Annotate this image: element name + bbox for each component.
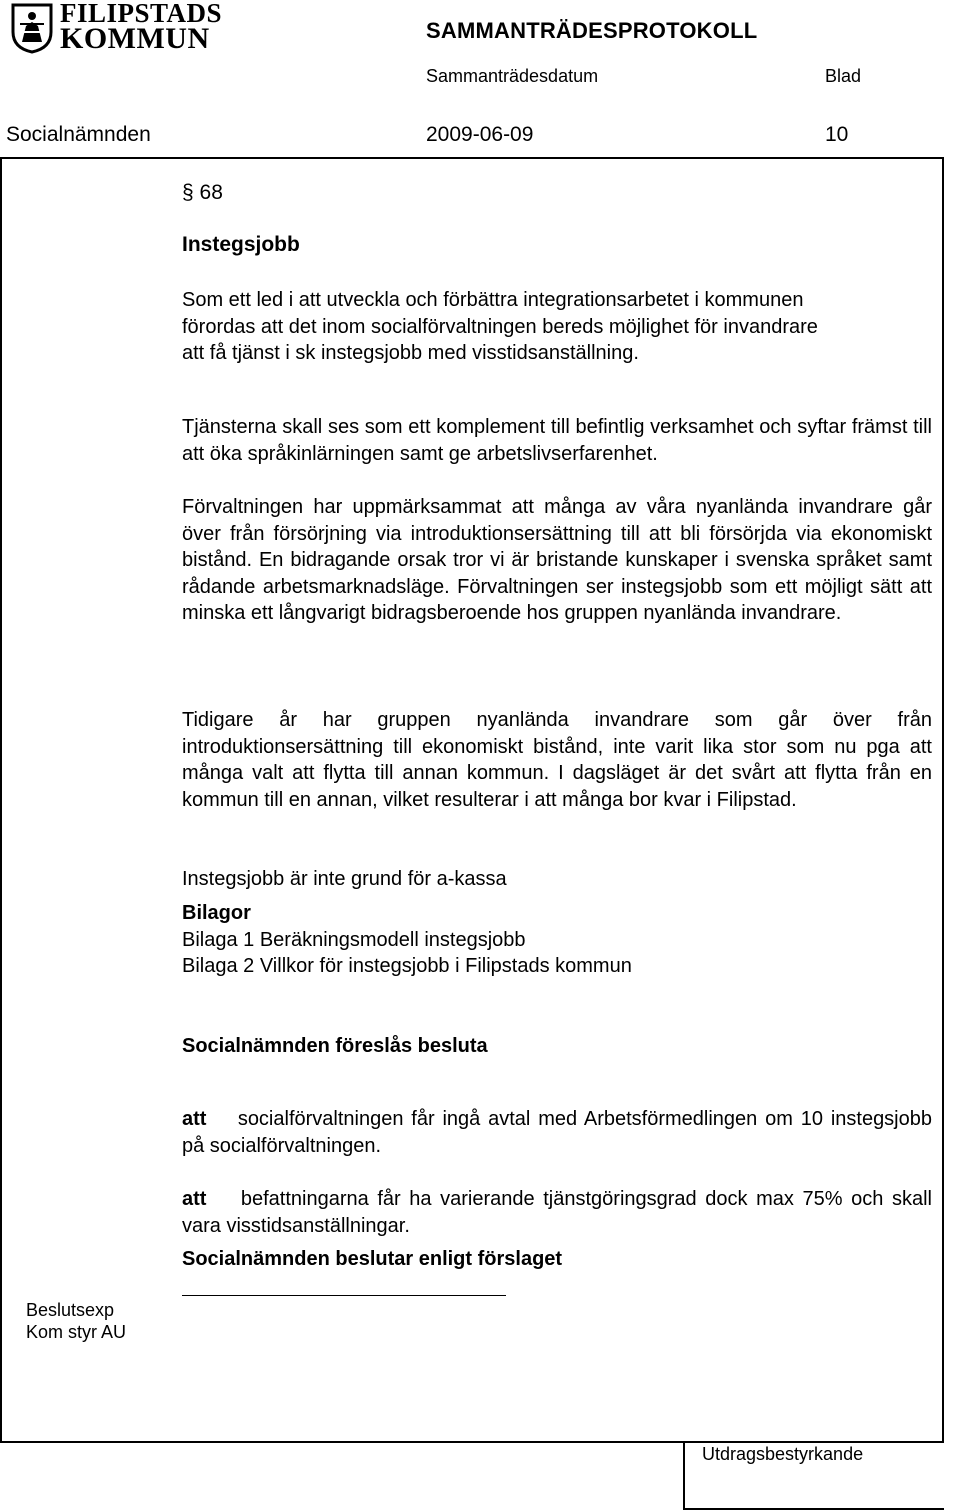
logo-line-1: FILIPSTADS [60, 0, 223, 28]
municipality-logo [8, 0, 223, 56]
paragraph-1 [182, 287, 932, 367]
distribution-note: Beslutsexp [26, 1300, 115, 1320]
attachment-item: Bilaga 2 Villkor för instegsjobb i Filipstads kommun [182, 955, 632, 977]
paragraph-1-line-1: Som ett led i att utveckla och förbättra integrationsarbetet i kommunen [182, 289, 804, 311]
page-label: Blad [825, 66, 862, 86]
meeting-date-label: Sammanträdesdatum [426, 66, 599, 86]
item-heading: Instegsjobb [182, 233, 300, 256]
paragraph-1-line-3: att få tjänst i sk instegsjobb med visstidsanställning. [182, 342, 639, 364]
page-number: 10 [825, 123, 849, 146]
footer-box-bottom-rule [683, 1508, 944, 1510]
frame-left-rule [0, 157, 2, 1441]
attachments-heading: Bilagor [182, 902, 251, 924]
frame-bottom-rule [0, 1441, 942, 1443]
paragraph-4: Tidigare år har gruppen nyanlända invandrare som går över från introduktionsersättning till ekonomiskt bistånd, inte varit lika stor som nu pga att många valt att flytta till annan kommun. I dagsläget är det svårt att flytta från en kommun till en annan, vilket resulterar i att många bor kvar i Filipstad. [182, 709, 932, 811]
proposal-clause-2 [182, 1186, 932, 1239]
meeting-date: 2009-06-09 [426, 123, 534, 146]
frame-right-rule [942, 157, 944, 1443]
proposal-clause-2-text: befattningarna får ha varierande tjänstgöringsgrad dock max 75% och skall vara visstidsanställningar. [182, 1188, 932, 1237]
frame-top-rule [0, 157, 942, 159]
protocol-title: SAMMANTRÄDESPROTOKOLL [426, 18, 758, 43]
footer-box-left-rule [683, 1441, 685, 1509]
certification-label: Utdragsbestyrkande [702, 1444, 864, 1464]
paragraph-3: Förvaltningen har uppmärksammat att många av våra nyanlända invandrare går över från försörjning via introduktionsersättning till att bli försörjda via ekonomiskt bistånd. En bidragande orsak tror vi är bristande kunskaper i svenska språket samt rådande arbetsmarknadsläge. Förvaltningen ser instegsjobb som ett möjligt sätt att minska ett långvarigt bidragsberoende hos gruppen nyanlända invandrare. [182, 496, 932, 624]
proposal-heading: Socialnämnden föreslås besluta [182, 1035, 488, 1057]
paragraph-5: Instegsjobb är inte grund för a-kassa [182, 868, 507, 890]
attachment-item: Bilaga 1 Beräkningsmodell instegsjobb [182, 929, 526, 951]
coat-of-arms-icon [10, 2, 54, 54]
proposal-clause-1-text: socialförvaltningen får ingå avtal med Arbetsförmedlingen om 10 instegsjobb på socialförvaltningen. [182, 1108, 932, 1157]
decision-heading: Socialnämnden beslutar enligt förslaget [182, 1248, 563, 1270]
logo-line-2: KOMMUN [60, 22, 210, 55]
proposal-clause-1 [182, 1106, 932, 1159]
section-number: § 68 [182, 181, 223, 204]
paragraph-2: Tjänsterna skall ses som ett komplement till befintlig verksamhet och syftar främst till att öka språkinlärningen samt ge arbetslivserfarenhet. [182, 416, 932, 465]
att-keyword: att [182, 1108, 207, 1130]
signature-line [182, 1295, 506, 1296]
paragraph-1-line-2: förordas att det inom socialförvaltningen bereds möjlighet för invandrare [182, 315, 818, 338]
committee-name: Socialnämnden [6, 123, 151, 146]
att-keyword: att [182, 1188, 207, 1210]
distribution-recipient: Kom styr AU [26, 1322, 127, 1342]
